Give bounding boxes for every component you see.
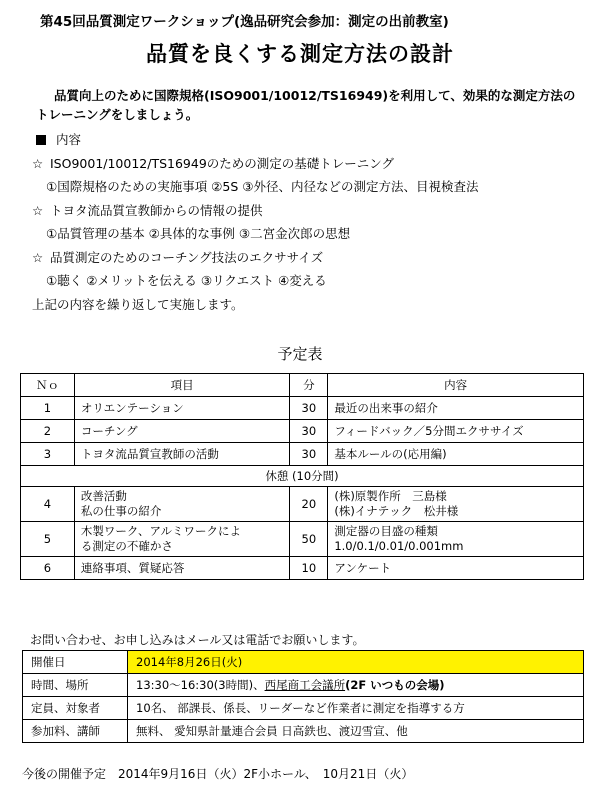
row-detail-line1: (株)原製作所 三島様 — [334, 489, 447, 503]
section-title-2: トヨタ流品質宣教師からの情報の提供 — [50, 202, 263, 218]
row-item-line2: 私の仕事の紹介 — [80, 504, 162, 518]
fee-value: 無料、 愛知県計量連合会員 日高鉄也、渡辺雪宣、他 — [128, 720, 584, 743]
time-value: 13:30～16:30(3時間)、 — [136, 678, 265, 692]
row-minutes: 30 — [290, 397, 328, 420]
row-item: 連絡事項、質疑応答 — [74, 557, 289, 580]
section-title-3: 品質測定のためのコーチング技法のエクササイズ — [50, 249, 324, 265]
table-header-row — [21, 374, 584, 397]
row-minutes: 30 — [290, 420, 328, 443]
schedule-table — [20, 373, 584, 580]
contents-heading-label: 内容 — [56, 132, 82, 147]
row-item: オリエンテーション — [74, 397, 289, 420]
row-item — [74, 522, 289, 557]
row-no: 1 — [21, 397, 75, 420]
table-row — [21, 522, 584, 557]
row-no: 6 — [21, 557, 75, 580]
column-header-item: 項目 — [74, 374, 289, 397]
date-label: 開催日 — [23, 651, 128, 674]
future-schedule: 今後の開催予定 2014年9月16日（火）2F小ホール、 10月21日（火） — [22, 767, 414, 781]
row-no: 2 — [21, 420, 75, 443]
row-minutes: 20 — [290, 487, 328, 522]
row-item-line1: 改善活動 — [80, 489, 127, 503]
contents-section-title — [32, 246, 582, 270]
break-label: 休憩 (10分間) — [21, 466, 584, 487]
row-detail: アンケート — [328, 557, 584, 580]
fee-label: 参加料、講師 — [23, 720, 128, 743]
contents-closing: 上記の内容を繰り返して実施します。 — [32, 296, 244, 312]
row-detail: 基本ルールの(応用編) — [328, 443, 584, 466]
time-label: 時間、場所 — [23, 674, 128, 697]
section-items-2: ①品質管理の基本 ②具体的な事例 ③二宮金次郎の思想 — [46, 226, 351, 241]
column-header-minutes: 分 — [290, 374, 328, 397]
table-row — [21, 557, 584, 580]
contents-heading — [32, 128, 582, 152]
schedule-title: 予定表 — [277, 345, 323, 363]
row-item-line1: 木製ワーク、アルミワークによ — [80, 524, 241, 538]
intro-text: 品質向上のために国際規格(ISO9001/10012/TS16949)を利用して、効果的な測定方法のトレーニングをしましょう。 — [36, 88, 576, 122]
capacity-value: 10名、 部課長、係長、リーダーなど作業者に測定を指導する方 — [128, 697, 584, 720]
star-icon: ☆ — [32, 249, 44, 265]
star-icon: ☆ — [32, 202, 44, 218]
row-item-line2: る測定の不確かさ — [80, 539, 173, 553]
row-detail: フィードバック／5分間エクササイズ — [328, 420, 584, 443]
info-row-date — [23, 651, 584, 674]
row-detail: 最近の出来事の紹介 — [328, 397, 584, 420]
break-row — [21, 466, 584, 487]
square-bullet-icon — [36, 135, 46, 145]
row-detail-line1: 測定器の目盛の種類 — [334, 524, 438, 538]
info-row-time — [23, 674, 584, 697]
series-title: 第45回品質測定ワークショップ(逸品研究会参加：測定の出前教室) — [40, 14, 449, 30]
column-header-detail: 内容 — [328, 374, 584, 397]
row-no: 5 — [21, 522, 75, 557]
table-row — [21, 487, 584, 522]
row-item: コーチング — [74, 420, 289, 443]
row-detail — [328, 487, 584, 522]
venue-name: 西尾商工会議所 — [264, 678, 346, 692]
section-items-1: ①国際規格のための実施事項 ②5S ③外径、内径などの測定方法、目視検査法 — [46, 179, 479, 194]
row-minutes: 30 — [290, 443, 328, 466]
capacity-label: 定員、対象者 — [23, 697, 128, 720]
row-detail-line2: (株)イナテック 松井様 — [334, 504, 459, 518]
contents-section-title — [32, 152, 582, 176]
info-row-capacity — [23, 697, 584, 720]
section-title-1: ISO9001/10012/TS16949のための測定の基礎トレーニング — [50, 155, 395, 171]
info-row-fee — [23, 720, 584, 743]
row-minutes: 10 — [290, 557, 328, 580]
row-detail-line2: 1.0/0.1/0.01/0.001mm — [334, 539, 464, 553]
row-item — [74, 487, 289, 522]
row-no: 3 — [21, 443, 75, 466]
table-row — [21, 443, 584, 466]
time-value-cell — [128, 674, 584, 697]
section-items-3: ①聴く ②メリットを伝える ③リクエスト ④変える — [46, 273, 327, 288]
contents-section-title — [32, 199, 582, 223]
event-info-table — [22, 650, 584, 743]
contents-section — [32, 128, 582, 316]
venue-note: (2F いつもの会場) — [345, 678, 445, 692]
row-detail — [328, 522, 584, 557]
date-value: 2014年8月26日(火) — [128, 651, 584, 674]
contact-notice: お問い合わせ、お申し込みはメール又は電話でお願いします。 — [30, 633, 365, 647]
main-title: 品質を良くする測定方法の設計 — [146, 42, 454, 66]
table-row — [21, 420, 584, 443]
table-row — [21, 397, 584, 420]
row-no: 4 — [21, 487, 75, 522]
row-minutes: 50 — [290, 522, 328, 557]
star-icon: ☆ — [32, 155, 44, 171]
column-header-no: Ｎｏ — [21, 374, 75, 397]
row-item: トヨタ流品質宣教師の活動 — [74, 443, 289, 466]
